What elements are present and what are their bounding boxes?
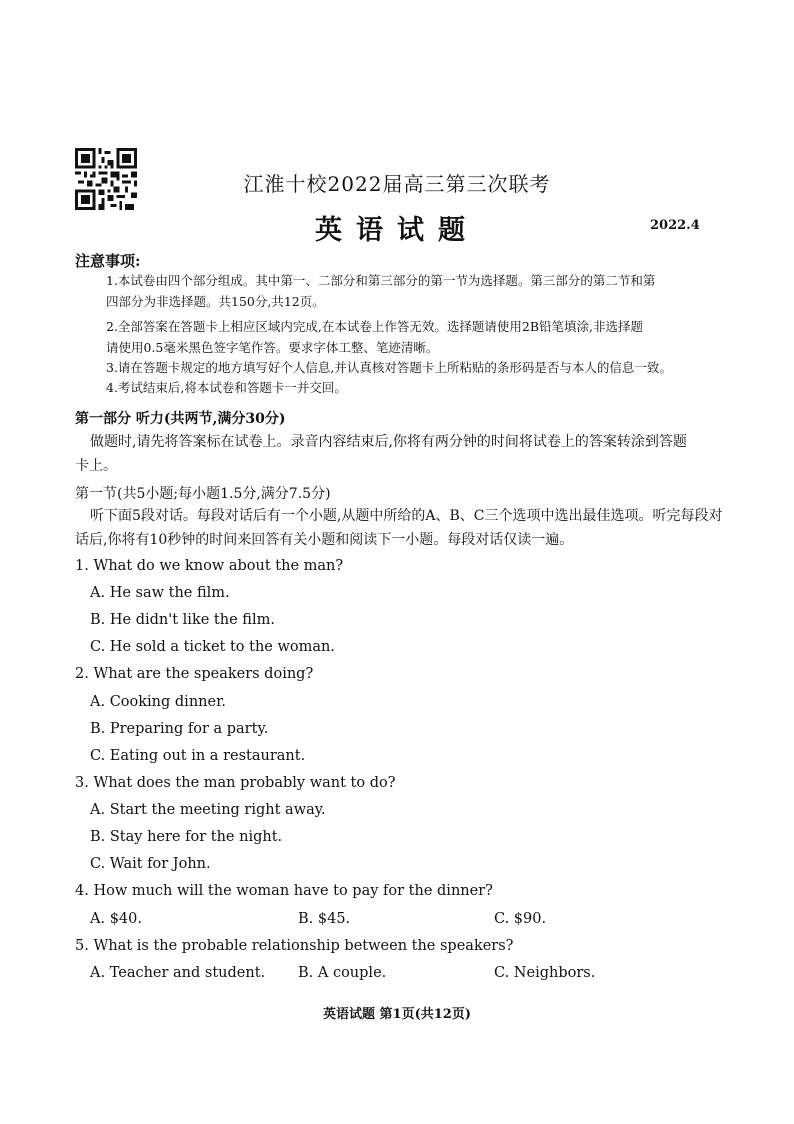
notice-item: 请使用0.5毫米黑色签字笔作答。要求字体工整、笔迹清晰。 bbox=[106, 340, 439, 355]
subject-title: 英语试题 bbox=[315, 215, 479, 246]
section1-instructions: 听下面5段对话。每段对话后有一个小题,从题中所给的A、B、C三个选项中选出最佳选项。听完每段对 bbox=[90, 508, 723, 524]
option: A. He saw the film. bbox=[90, 585, 230, 601]
notice-item: 1.本试卷由四个部分组成。其中第一、二部分和第三部分的第一节为选择题。第三部分的第二节和第 bbox=[106, 273, 656, 288]
part1-intro: 做题时,请先将答案标在试卷上。录音内容结束后,你将有两分钟的时间将试卷上的答案转涂到答题 bbox=[90, 434, 687, 450]
question-stem: 1. What do we know about the man? bbox=[75, 558, 344, 574]
option: A. Teacher and student. bbox=[90, 965, 266, 981]
option: A. Cooking dinner. bbox=[90, 694, 227, 710]
option: C. Eating out in a restaurant. bbox=[90, 748, 306, 764]
option: C. Neighbors. bbox=[494, 965, 596, 981]
part1-heading: 第一部分 听力(共两节,满分30分) bbox=[75, 411, 286, 427]
option: B. $45. bbox=[298, 911, 351, 927]
question-stem: 5. What is the probable relationship between the speakers? bbox=[75, 938, 514, 954]
exam-date: 2022.4 bbox=[650, 218, 700, 233]
question-stem: 3. What does the man probably want to do? bbox=[75, 775, 396, 791]
option: B. A couple. bbox=[298, 965, 387, 981]
section1-heading: 第一节(共5小题;每小题1.5分,满分7.5分) bbox=[75, 486, 331, 502]
section1-instructions: 话后,你将有10秒钟的时间来回答有关小题和阅读下一小题。每段对话仅读一遍。 bbox=[75, 532, 574, 548]
option: C. He sold a ticket to the woman. bbox=[90, 639, 335, 655]
option: C. $90. bbox=[494, 911, 547, 927]
option: B. Stay here for the night. bbox=[90, 829, 283, 845]
notice-item: 4.考试结束后,将本试卷和答题卡一并交回。 bbox=[106, 380, 347, 395]
part1-intro: 卡上。 bbox=[75, 458, 117, 474]
option: A. $40. bbox=[90, 911, 142, 927]
option: C. Wait for John. bbox=[90, 856, 211, 872]
option: A. Start the meeting right away. bbox=[90, 802, 326, 818]
notice-heading: 注意事项: bbox=[75, 252, 141, 270]
notice-item: 2.全部答案在答题卡上相应区域内完成,在本试卷上作答无效。选择题请使用2B铅笔填涂,非选择题 bbox=[106, 319, 644, 334]
exam-title: 江淮十校2022届高三第三次联考 bbox=[243, 172, 551, 196]
notice-item: 四部分为非选择题。共150分,共12页。 bbox=[106, 294, 325, 309]
option: B. He didn't like the film. bbox=[90, 612, 275, 628]
notice-item: 3.请在答题卡规定的地方填写好个人信息,并认真核对答题卡上所粘贴的条形码是否与本人的信息一致。 bbox=[106, 360, 672, 375]
page-footer: 英语试题 第1页(共12页) bbox=[323, 1007, 471, 1022]
question-stem: 4. How much will the woman have to pay for the dinner? bbox=[75, 883, 493, 899]
option: B. Preparing for a party. bbox=[90, 721, 269, 737]
question-stem: 2. What are the speakers doing? bbox=[75, 666, 314, 682]
